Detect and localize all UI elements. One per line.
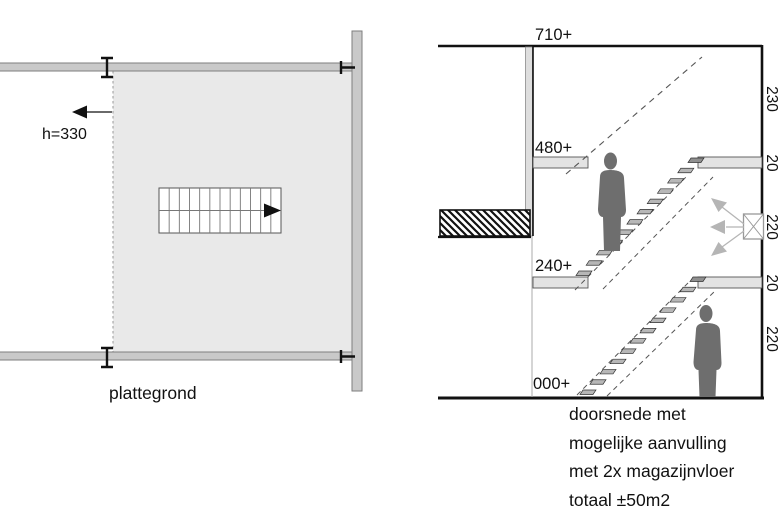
person-figure-lower xyxy=(694,305,722,397)
hoist-direction-arrows xyxy=(710,198,744,256)
plan-caption: plattegrond xyxy=(109,383,197,403)
stair-middle xyxy=(575,158,713,290)
section-caption-line-2: mogelijke aanvulling xyxy=(569,432,727,453)
floor-slab-480-right xyxy=(698,157,762,168)
plan-right-wall xyxy=(352,31,362,391)
dim-label-20-upper: 20 xyxy=(763,154,780,172)
floor-slab-240-left xyxy=(533,277,588,288)
plan-bottom-wall xyxy=(0,352,352,360)
ground-hatch-block xyxy=(440,210,530,236)
plan-top-wall xyxy=(0,63,352,71)
section-caption-line-4: totaal ±50m2 xyxy=(569,489,671,510)
hoist-opening-box xyxy=(744,214,764,239)
person-figure-upper xyxy=(598,153,626,252)
dim-label-220-middle: 220 xyxy=(763,214,780,240)
future-stair-dashed-line xyxy=(566,57,702,174)
dim-label-220-lower: 220 xyxy=(763,326,780,352)
dim-label-230: 230 xyxy=(763,86,780,112)
section-caption-line-3: met 2x magazijnvloer xyxy=(569,461,735,481)
dim-label-20-lower: 20 xyxy=(763,274,780,292)
floor-slab-240-right xyxy=(698,277,762,288)
level-label-240: 240+ xyxy=(535,257,573,275)
section-left-wall xyxy=(526,47,533,236)
stair-lower xyxy=(577,277,716,396)
height-annotation-arrow xyxy=(72,106,112,119)
level-label-000: 000+ xyxy=(533,375,571,393)
section-caption-line-1: doorsnede met xyxy=(569,404,686,424)
section-caption xyxy=(569,400,734,514)
plan-stair-symbol xyxy=(159,188,281,233)
level-label-710: 710+ xyxy=(535,26,573,44)
floor-slab-480-left xyxy=(533,157,588,168)
plan-height-label: h=330 xyxy=(42,126,87,143)
level-label-480: 480+ xyxy=(535,139,573,157)
